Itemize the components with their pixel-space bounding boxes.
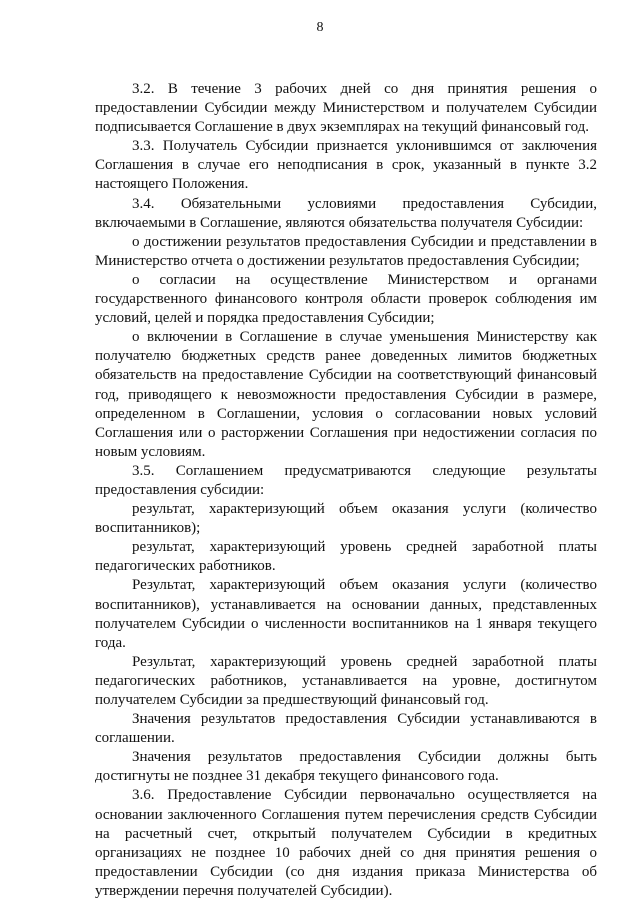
result-pupils-count: результат, характеризующий объем оказания услуги (количество воспитанников); [95, 501, 597, 537]
paragraph-3-4: 3.4. Обязательными условиями предоставления Субсидии, включаемыми в Соглашение, являются обязательства получателя Субсидии: [95, 195, 597, 231]
paragraph-3-3: 3.3. Получатель Субсидии признается уклонившимся от заключения Соглашения в случае его неподписания в срок, указанный в пункте 3.2 настоящего Положения. [95, 138, 597, 193]
obligation-limits-reduction: о включении в Соглашение в случае уменьшения Министерству как получателю бюджетных средств ранее доведенных лимитов бюджетных обязательств на предоставление Субсидии на соответствующий финансовый год, приводящего к невозможности предоставления Субсидии в размере, определенном в Соглашении, условия о согласовании новых условий Соглашения или о расторжении Соглашения при недостижении согласия по новым условиям. [95, 329, 597, 460]
result-values-in-agreement: Значения результатов предоставления Субсидии устанавливаются в соглашении. [95, 711, 597, 747]
result-values-deadline: Значения результатов предоставления Субсидии должны быть достигнуты не позднее 31 декабря текущего финансового года. [95, 749, 597, 785]
obligation-audit-consent: о согласии на осуществление Министерством и органами государственного финансового контроля области проверок соблюдения им условий, целей и порядка предоставления Субсидии; [95, 271, 597, 327]
result-salary-basis: Результат, характеризующий уровень средней заработной платы педагогических работников, устанавливается на уровне, достигнутом получателем Субсидии за предшествующий финансовый год. [95, 653, 597, 708]
paragraph-3-2: 3.2. В течение 3 рабочих дней со дня принятия решения о предоставлении Субсидии между Министерством и получателем Субсидии подписывается Соглашение в двух экземплярах на текущий финансовый год. [95, 81, 597, 136]
result-average-salary: результат, характеризующий уровень средней заработной платы педагогических работников. [95, 539, 597, 575]
page-number: 8 [316, 20, 324, 35]
result-pupils-basis: Результат, характеризующий объем оказания услуги (количество воспитанников), устанавливается на основании данных, представленных получателем Субсидии о численности воспитанников на 1 января текущего года. [95, 577, 597, 651]
paragraph-3-6: 3.6. Предоставление Субсидии первоначально осуществляется на основании заключенного Соглашения путем перечисления средств Субсидии на расчетный счет, открытый получателем Субсидии в кредитных организациях не позднее 10 рабочих дней со дня принятия решения о предоставлении Субсидии (со дня издания приказа Министерства об утверждении перечня получателей Субсидии). [95, 787, 597, 899]
obligation-reporting: о достижении результатов предоставления Субсидии и представлении в Министерство отчета о достижении результатов предоставления Субсидии; [95, 233, 597, 269]
paragraph-3-5: 3.5. Соглашением предусматриваются следующие результаты предоставления субсидии: [95, 462, 597, 498]
document-body [95, 80, 597, 901]
